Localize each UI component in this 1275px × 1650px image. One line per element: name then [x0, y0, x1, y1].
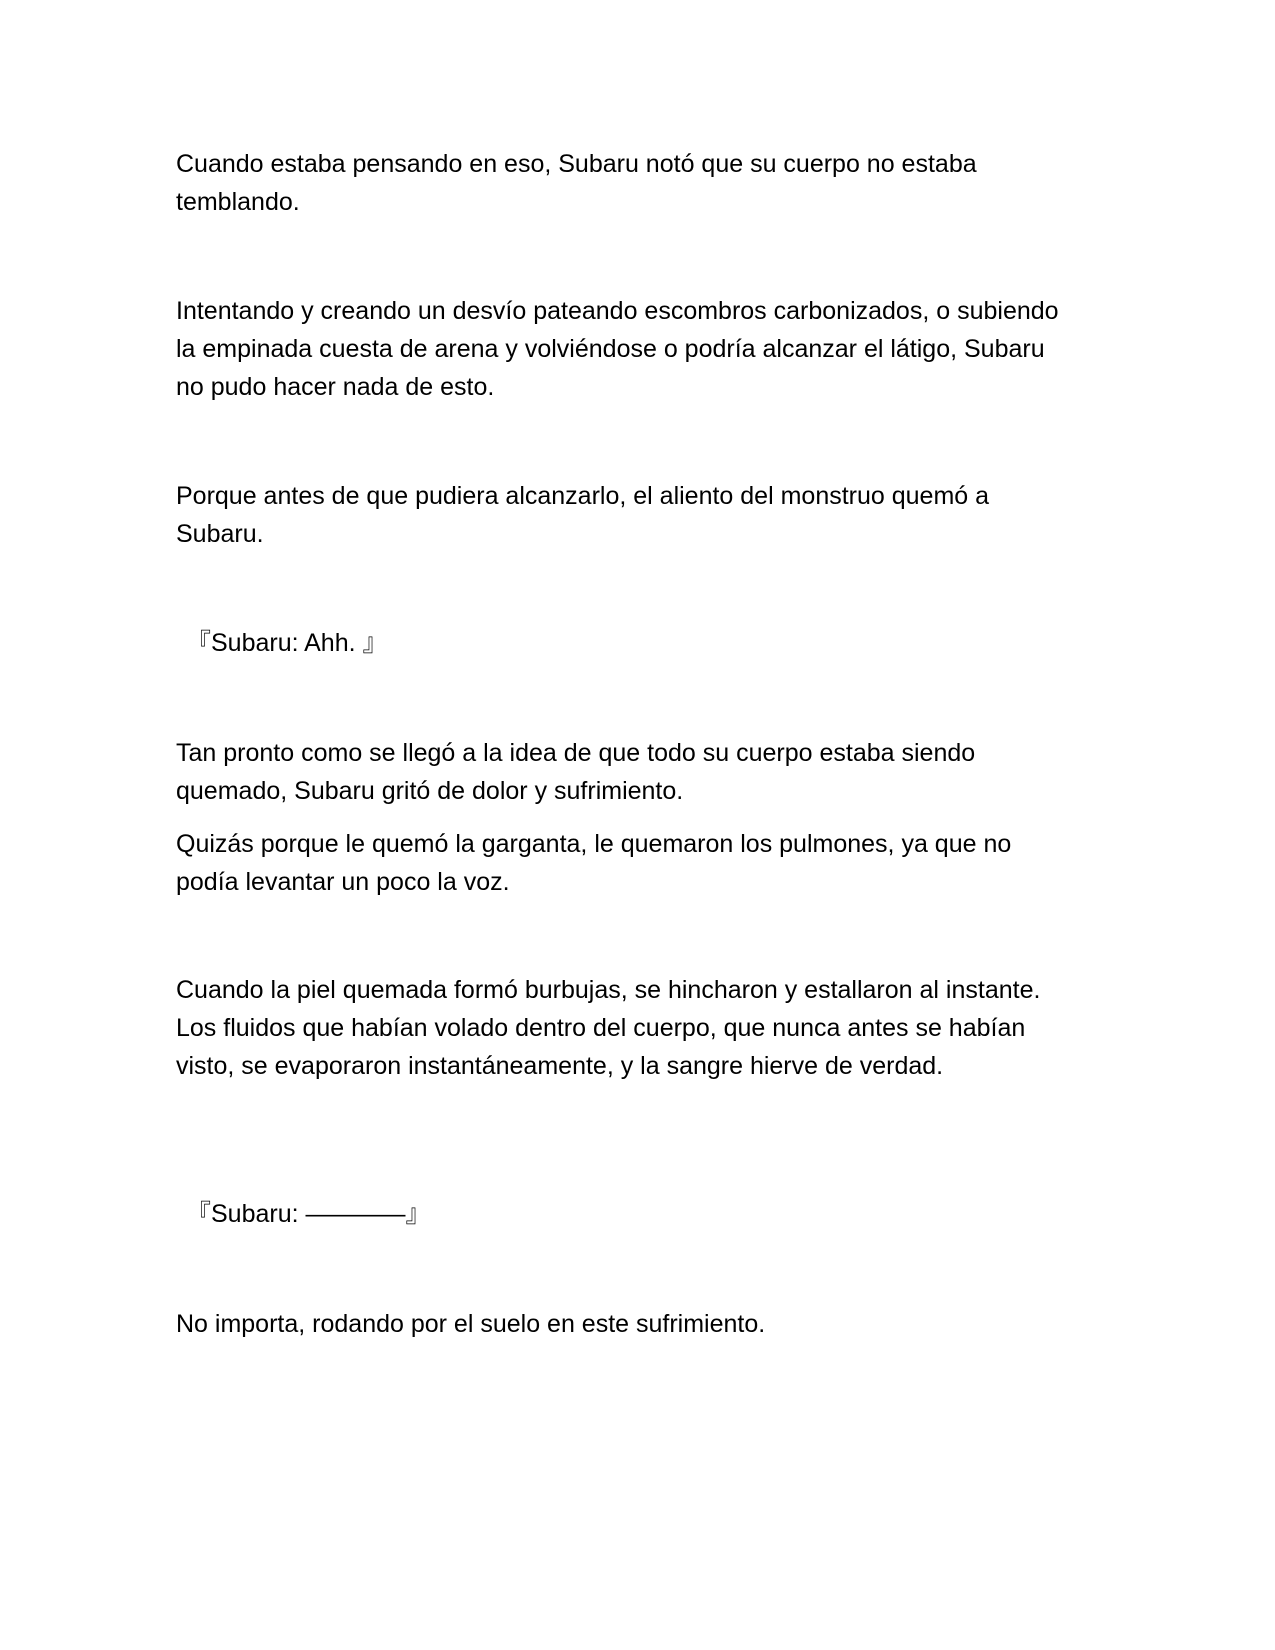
- paragraph-2: Intentando y creando un desvío pateando escombros carbonizados, o subiendo la empinada cuesta de arena y volviéndose o podría alcanzar el látigo, Subaru no pudo hacer nada de esto.: [176, 297, 1059, 401]
- paragraph-6: Cuando la piel quemada formó burbujas, se hincharon y estallaron al instante. Los fluidos que habían volado dentro del cuerpo, que nunca antes se habían visto, se evaporaron instantáneamente, y la sangre hierve de verdad.: [176, 976, 1041, 1080]
- paragraph-7: No importa, rodando por el suelo en este sufrimiento.: [176, 1310, 766, 1338]
- dialogue-line-2: 『Subaru: ————』: [186, 1200, 431, 1228]
- dialogue-line-1: 『Subaru: Ahh. 』: [186, 629, 388, 657]
- paragraph-3: Porque antes de que pudiera alcanzarlo, el aliento del monstruo quemó a Subaru.: [176, 482, 990, 548]
- paragraph-4: Tan pronto como se llegó a la idea de que todo su cuerpo estaba siendo quemado, Subaru gritó de dolor y sufrimiento.: [176, 739, 976, 805]
- paragraph-1: Cuando estaba pensando en eso, Subaru notó que su cuerpo no estaba temblando.: [176, 150, 977, 216]
- paragraph-5: Quizás porque le quemó la garganta, le quemaron los pulmones, ya que no podía levantar un poco la voz.: [176, 830, 1012, 896]
